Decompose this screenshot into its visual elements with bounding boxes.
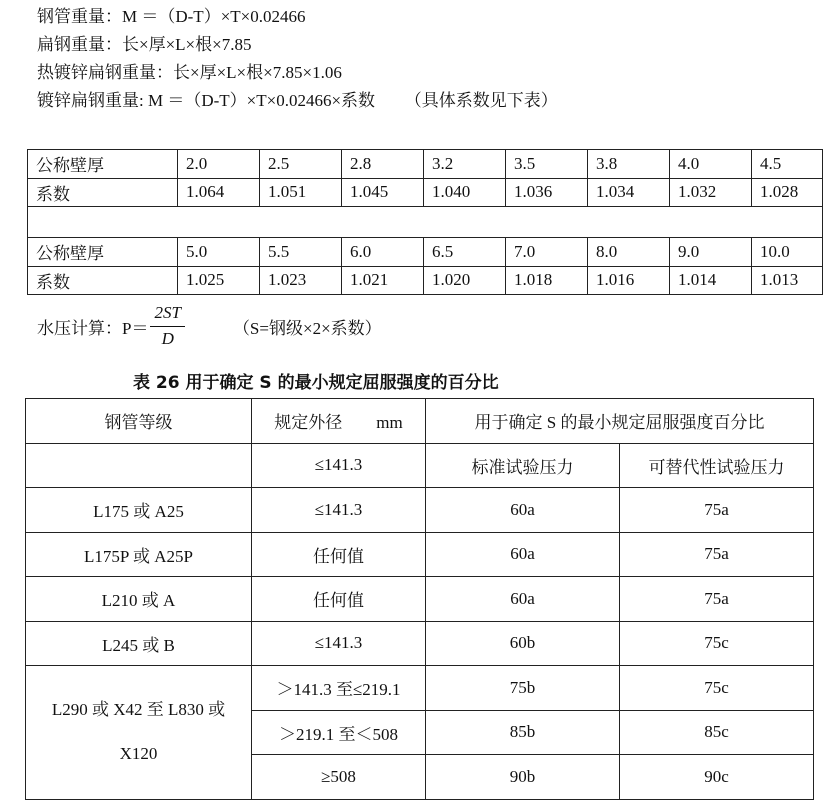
thickness-cell: 2.0 [178, 150, 260, 179]
hydro-fraction [150, 302, 184, 351]
thickness-cell: 2.5 [260, 150, 342, 179]
subheader-outer-diameter: ≤141.3 [252, 443, 426, 488]
coefficient-cell: 1.028 [752, 178, 823, 207]
coefficient-cell: 1.021 [342, 266, 424, 295]
subheader-empty [26, 443, 252, 488]
coefficient-value-row [28, 178, 823, 207]
coefficient-label: 系数 [28, 266, 178, 295]
coefficient-cell: 1.045 [342, 178, 424, 207]
formula-hot-galvanized-flat-steel-weight: 热镀锌扁钢重量：长×厚×L×根×7.85×1.06 [37, 63, 342, 82]
coefficient-cell: 1.051 [260, 178, 342, 207]
thickness-cell: 2.8 [342, 150, 424, 179]
od-cell: ＞219.1 至＜508 [252, 710, 426, 755]
table-row [26, 532, 814, 577]
table-row [26, 621, 814, 666]
thickness-cell: 9.0 [670, 238, 752, 267]
thickness-cell: 3.8 [588, 150, 670, 179]
alternative-cell: 85c [620, 710, 814, 755]
header-grade: 钢管等级 [26, 399, 252, 444]
hydro-pressure-formula [37, 302, 382, 351]
thickness-cell: 3.2 [424, 150, 506, 179]
coefficient-cell: 1.025 [178, 266, 260, 295]
alternative-cell: 75a [620, 532, 814, 577]
grade-cell: L245 或 B [26, 621, 252, 666]
od-cell: ≤141.3 [252, 621, 426, 666]
table-caption-text: 表 26 用于确定 S 的最小规定屈服强度的百分比 [133, 373, 499, 393]
coefficient-cell: 1.023 [260, 266, 342, 295]
yield-strength-percentage-table [25, 398, 814, 800]
standard-cell: 60a [426, 577, 620, 622]
hydro-note: （S=钢级×2×系数） [232, 319, 382, 338]
subheader-alternative-pressure: 可替代性试验压力 [620, 443, 814, 488]
coefficient-cell: 1.064 [178, 178, 260, 207]
alternative-cell: 75c [620, 621, 814, 666]
thickness-cell: 4.0 [670, 150, 752, 179]
thickness-cell: 3.5 [506, 150, 588, 179]
thickness-cell: 7.0 [506, 238, 588, 267]
od-cell: 任何值 [252, 532, 426, 577]
standard-cell: 60a [426, 532, 620, 577]
grade-cell-multi: L290 或 X42 至 L830 或 X120 [26, 666, 252, 800]
coefficient-cell: 1.032 [670, 178, 752, 207]
grade-cell: L210 或 A [26, 577, 252, 622]
od-cell: ≥508 [252, 755, 426, 800]
alternative-cell: 75c [620, 666, 814, 711]
standard-cell: 90b [426, 755, 620, 800]
standard-cell: 60b [426, 621, 620, 666]
thickness-cell: 6.5 [424, 238, 506, 267]
table-row [26, 488, 814, 533]
coefficient-label: 系数 [28, 178, 178, 207]
thickness-label: 公称壁厚 [28, 150, 178, 179]
formula-flat-steel-weight: 扁钢重量：长×厚×L×根×7.85 [37, 35, 252, 54]
standard-cell: 60a [426, 488, 620, 533]
thickness-label: 公称壁厚 [28, 238, 178, 267]
hydro-denominator: D [161, 329, 174, 348]
thickness-cell: 6.0 [342, 238, 424, 267]
header-percentage: 用于确定 S 的最小规定屈服强度百分比 [426, 399, 814, 444]
coefficient-thickness-row [28, 150, 823, 179]
table-header-row [26, 399, 814, 444]
od-cell: 任何值 [252, 577, 426, 622]
coefficient-cell: 1.034 [588, 178, 670, 207]
grade-cell: L175P 或 A25P [26, 532, 252, 577]
coefficient-cell: 1.014 [670, 266, 752, 295]
thickness-cell: 8.0 [588, 238, 670, 267]
thickness-cell: 4.5 [752, 150, 823, 179]
standard-cell: 85b [426, 710, 620, 755]
alternative-cell: 75a [620, 577, 814, 622]
coefficient-cell: 1.020 [424, 266, 506, 295]
table-subheader-row [26, 443, 814, 488]
table-row [26, 666, 814, 711]
standard-cell: 75b [426, 666, 620, 711]
coefficient-cell: 1.016 [588, 266, 670, 295]
coefficient-cell: 1.013 [752, 266, 823, 295]
od-cell: ≤141.3 [252, 488, 426, 533]
thickness-cell: 10.0 [752, 238, 823, 267]
coefficient-table [27, 149, 823, 295]
hydro-numerator: 2ST [150, 302, 184, 327]
formula-galvanized-flat-steel-weight: 镀锌扁钢重量: M ＝（D-T）×T×0.02466×系数 （具体系数见下表） [37, 91, 558, 110]
alternative-cell: 90c [620, 755, 814, 800]
coefficient-thickness-row [28, 238, 823, 267]
header-outer-diameter: 规定外径 mm [252, 399, 426, 444]
thickness-cell: 5.0 [178, 238, 260, 267]
thickness-cell: 5.5 [260, 238, 342, 267]
coefficient-cell: 1.036 [506, 178, 588, 207]
subheader-standard-pressure: 标准试验压力 [426, 443, 620, 488]
alternative-cell: 75a [620, 488, 814, 533]
od-cell: ＞141.3 至≤219.1 [252, 666, 426, 711]
coefficient-spacer-row [28, 207, 823, 238]
table-row [26, 577, 814, 622]
coefficient-cell: 1.040 [424, 178, 506, 207]
hydro-prefix: 水压计算：P＝ [37, 319, 149, 338]
coefficient-value-row [28, 266, 823, 295]
spacer-cell [28, 207, 823, 238]
formula-steel-pipe-weight: 钢管重量：M ＝（D-T）×T×0.02466 [37, 7, 306, 26]
coefficient-cell: 1.018 [506, 266, 588, 295]
grade-cell: L175 或 A25 [26, 488, 252, 533]
